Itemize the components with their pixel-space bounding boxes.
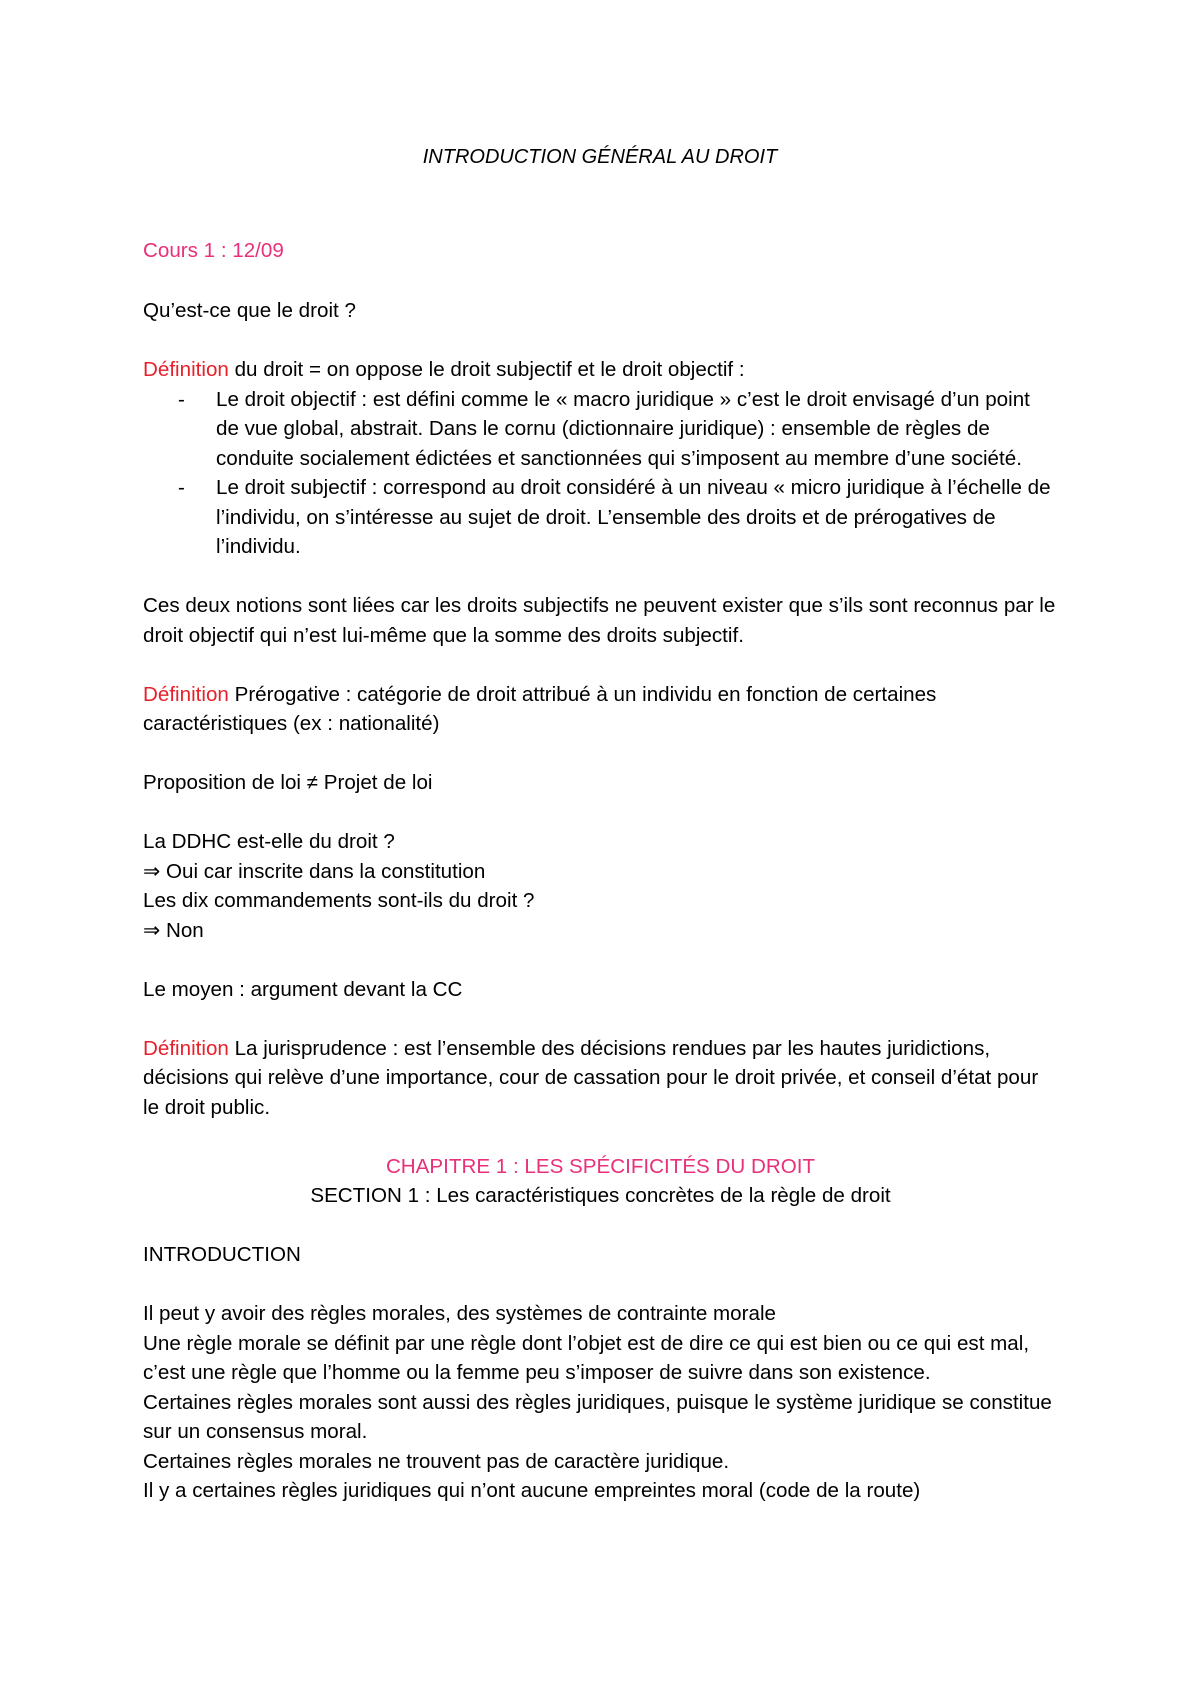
list-item-text: Le droit subjectif : correspond au droit considéré à un niveau « micro juridique à l’échelle de l’individu, on s’intéresse au sujet de droit. L’ensemble des droits et de prérogatives de l’individu. [216, 476, 1051, 558]
dash-marker: - [178, 387, 185, 411]
intro-heading: INTRODUCTION [143, 1243, 301, 1266]
question-heading: Qu’est-ce que le droit ? [143, 299, 356, 322]
definition-prerogative [143, 680, 1058, 739]
document-title: INTRODUCTION GÉNÉRAL AU DROIT [422, 146, 778, 168]
commandments-answer: ⇒ Non [143, 918, 204, 942]
definition-jurisprudence [143, 1034, 1058, 1123]
definition-text: La jurisprudence : est l’ensemble des décisions rendues par les hautes juridictions, décisions qui relève d’une importance, cour de cassation pour le droit privée, et conseil d’état pour le droit public. [143, 1036, 1039, 1119]
intro-line: Une règle morale se définit par une règle dont l’objet est de dire ce qui est bien ou ce qui est mal, c’est une règle que l’homme ou la femme peu s’imposer de suivre dans son existence. [143, 1331, 1030, 1384]
definition-label: Définition [143, 358, 229, 381]
list-item [143, 473, 1058, 562]
chapter-heading: CHAPITRE 1 : LES SPÉCIFICITÉS DU DROIT [385, 1154, 816, 1178]
intro-line: Certaines règles morales ne trouvent pas de caractère juridique. [143, 1449, 730, 1473]
paragraph: Ces deux notions sont liées car les droits subjectifs ne peuvent exister que s’ils sont reconnus par le droit objectif qui n’est lui-même que la somme des droits subjectif. [143, 594, 1056, 647]
intro-line: Certaines règles morales sont aussi des règles juridiques, puisque le système juridique se constitue sur un consensus moral. [143, 1390, 1052, 1443]
definition-list [143, 385, 1058, 562]
definition-law [143, 355, 1058, 385]
definition-label: Définition [143, 1036, 229, 1060]
course-date: Cours 1 : 12/09 [143, 239, 284, 262]
dash-marker: - [178, 476, 185, 499]
intro-line: Il peut y avoir des règles morales, des systèmes de contrainte morale [143, 1302, 776, 1325]
commandments-question: Les dix commandements sont-ils du droit ? [143, 889, 535, 912]
proposition-line: Proposition de loi ≠ Projet de loi [143, 771, 433, 794]
intro-line: Il y a certaines règles juridiques qui n’ont aucune empreintes moral (code de la route) [143, 1479, 921, 1502]
definition-text: du droit = on oppose le droit subjectif et le droit objectif : [228, 358, 745, 381]
ddhc-question: La DDHC est-elle du droit ? [143, 830, 395, 853]
list-item-text: Le droit objectif : est défini comme le « macro juridique » c’est le droit envisagé d’un point de vue global, abstrait. Dans le cornu (dictionnaire juridique) : ensemble de règles de conduite socialement édictées et sanctionnées qui s’imposent au membre d’une société. [216, 387, 1030, 470]
list-item [143, 385, 1058, 474]
content-body [143, 296, 1058, 1506]
definition-label: Définition [143, 682, 229, 706]
ddhc-answer: ⇒ Oui car inscrite dans la constitution [143, 859, 486, 883]
section-heading: SECTION 1 : Les caractéristiques concrètes de la règle de droit [310, 1184, 891, 1207]
definition-text: Prérogative : catégorie de droit attribué à un individu en fonction de certaines caractéristiques (ex : nationalité) [143, 682, 937, 735]
moyen-line: Le moyen : argument devant la CC [143, 977, 463, 1001]
